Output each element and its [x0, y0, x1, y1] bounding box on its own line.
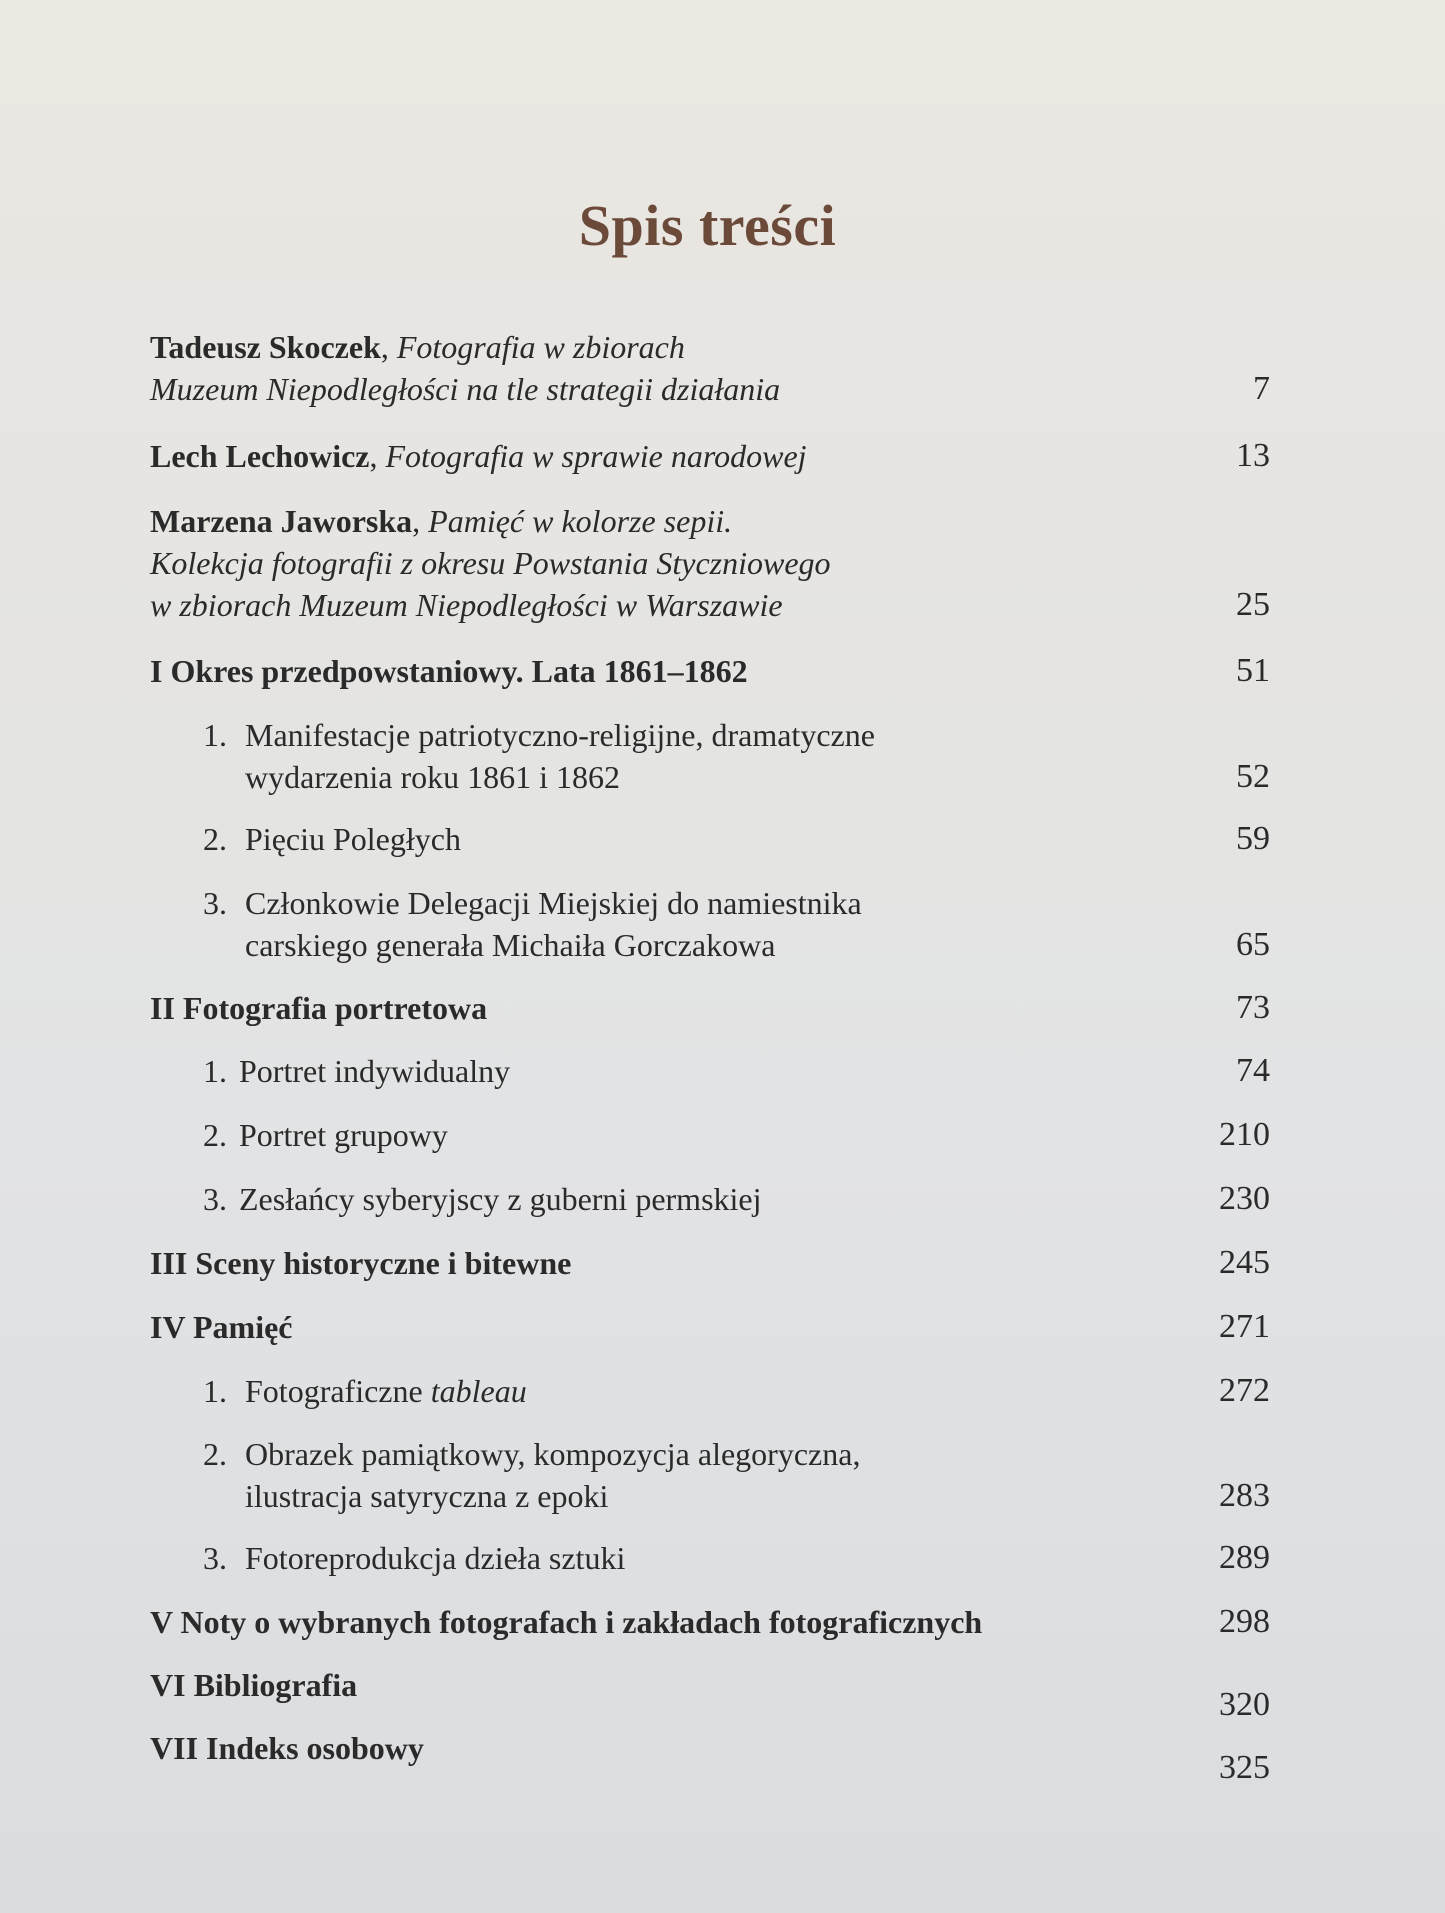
entry-title-line: Fotografia w zbiorach	[396, 329, 685, 365]
page-number: 59	[1236, 820, 1270, 857]
subsection-entry: 1. Manifestacje patriotyczno-religijne, dramatyczne wydarzenia roku 1861 i 1862 52	[203, 714, 1270, 798]
subsection-number: 3.	[203, 1540, 227, 1576]
entry-author: Marzena Jaworska	[150, 503, 413, 539]
page-number: 7	[1253, 370, 1270, 407]
page-title: Spis treści	[578, 193, 837, 258]
subsection-entry: 1. Portret indywidualny 74	[203, 1050, 1270, 1092]
page-number: 298	[1219, 1603, 1270, 1640]
subsection-entry: 3. Zesłańcy syberyjscy z guberni permskiej 230	[203, 1178, 1270, 1220]
page-number: 25	[1236, 586, 1270, 623]
subsection-entry: 2. Portret grupowy 210	[203, 1114, 1270, 1156]
subsection-number: 2.	[203, 821, 227, 857]
toc-entry: Marzena Jaworska, Pamięć w kolorze sepii. Kolekcja fotografii z okresu Powstania Styczniowego w zbiorach Muzeum Niepodległości w Warszawie 25	[150, 500, 1270, 626]
subsection-number: 1.	[203, 1053, 227, 1089]
chapter-heading: I Okres przedpowstaniowy. Lata 1861–1862 51	[150, 650, 1270, 692]
entry-title-line: Pamięć w kolorze sepii.	[428, 503, 733, 539]
subsection-number: 2.	[203, 1117, 227, 1153]
page-number: 65	[1236, 926, 1270, 963]
page-number: 74	[1236, 1052, 1270, 1089]
chapter-heading: IV Pamięć 271	[150, 1306, 1270, 1348]
entry-author: Lech Lechowicz	[150, 438, 370, 474]
subsection-entry: 3. Członkowie Delegacji Miejskiej do namiestnika carskiego generała Michaiła Gorczakowa 65	[203, 882, 1270, 966]
page-number: 13	[1236, 437, 1270, 474]
entry-title-line: Muzeum Niepodległości na tle strategii działania	[150, 371, 781, 407]
page-number: 51	[1236, 652, 1270, 689]
page-number: 245	[1219, 1244, 1270, 1281]
chapter-heading: III Sceny historyczne i bitewne 245	[150, 1242, 1270, 1284]
page-number: 283	[1219, 1477, 1270, 1514]
toc-entry: Lech Lechowicz, Fotografia w sprawie narodowej 13	[150, 435, 1270, 477]
toc-entry: Tadeusz Skoczek, Fotografia w zbiorach Muzeum Niepodległości na tle strategii działania 7	[150, 326, 1270, 410]
subsection-entry: 2. Obrazek pamiątkowy, kompozycja alegoryczna, ilustracja satyryczna z epoki 283	[203, 1433, 1270, 1517]
page-number: 271	[1219, 1308, 1270, 1345]
page-number: 289	[1219, 1539, 1270, 1576]
page-number: 73	[1236, 989, 1270, 1026]
subsection-entry: 2. Pięciu Poległych 59	[203, 818, 1270, 860]
page-number: 325	[1219, 1749, 1270, 1786]
entry-title-line: Kolekcja fotografii z okresu Powstania Styczniowego	[150, 545, 831, 581]
entry-title-line: Fotografia w sprawie narodowej	[385, 438, 807, 474]
subsection-entry: 1. Fotograficzne tableau 272	[203, 1370, 1270, 1412]
page-number: 230	[1219, 1180, 1270, 1217]
entry-title-line: w zbiorach Muzeum Niepodległości w Warszawie	[150, 587, 783, 623]
subsection-number: 1.	[203, 717, 227, 753]
chapter-heading: VI Bibliografia 320	[150, 1664, 1270, 1706]
chapter-heading: II Fotografia portretowa 73	[150, 987, 1270, 1029]
chapter-heading: V Noty o wybranych fotografach i zakładach fotograficznych 298	[150, 1601, 1270, 1643]
page-number: 272	[1219, 1372, 1270, 1409]
page-number: 320	[1219, 1686, 1270, 1723]
page-number: 210	[1219, 1116, 1270, 1153]
subsection-number: 2.	[203, 1436, 227, 1472]
subsection-number: 3.	[203, 885, 227, 921]
subsection-number: 1.	[203, 1373, 227, 1409]
chapter-heading: VII Indeks osobowy 325	[150, 1727, 1270, 1769]
entry-author: Tadeusz Skoczek	[150, 329, 381, 365]
subsection-number: 3.	[203, 1181, 227, 1217]
subsection-entry: 3. Fotoreprodukcja dzieła sztuki 289	[203, 1537, 1270, 1579]
page-number: 52	[1236, 758, 1270, 795]
